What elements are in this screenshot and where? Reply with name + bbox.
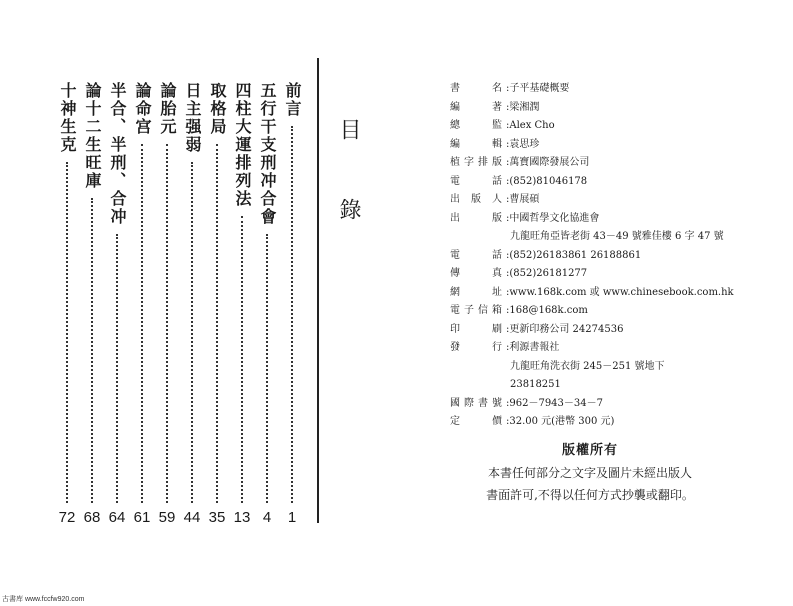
colophon-label: 電話 <box>450 249 502 261</box>
colophon-row <box>450 265 770 284</box>
colophon-row <box>450 302 770 321</box>
toc-leader-dots <box>66 162 68 503</box>
colophon-value: :曹展碩 <box>506 194 540 205</box>
toc-entry[interactable] <box>132 82 152 527</box>
toc-entry[interactable] <box>282 82 302 527</box>
toc-entry-page: 35 <box>208 509 226 526</box>
toc-leader-dots <box>116 234 118 503</box>
colophon-value: :www.168k.com 或 www.chinesebook.com.hk <box>506 286 734 298</box>
colophon-value: :子平基礎概要 <box>506 83 570 94</box>
colophon-row <box>450 99 770 118</box>
toc-entry-page: 61 <box>133 509 151 526</box>
colophon-value: :袁思珍 <box>506 138 540 150</box>
colophon-value: :962－7943－34－7 <box>506 397 603 409</box>
toc-leader-dots <box>166 144 168 503</box>
colophon-label: 印刷 <box>450 323 502 335</box>
colophon-label: 發行 <box>450 342 502 353</box>
copyright-title: 版權所有 <box>561 443 618 458</box>
toc-entry-title: 論胎元 <box>158 82 177 136</box>
colophon-label: 編著 <box>450 101 502 113</box>
toc-entry[interactable] <box>232 82 252 527</box>
colophon-value: :(852)26181277 <box>506 268 588 279</box>
toc-entry-page: 44 <box>183 509 201 526</box>
toc-leader-dots <box>266 234 268 503</box>
toc-leader-dots <box>141 144 143 503</box>
colophon-value: :中國哲學文化協進會 <box>506 212 600 224</box>
toc-entry-title: 論十二生旺庫 <box>83 82 102 190</box>
toc-leader-dots <box>241 216 243 503</box>
toc-entry-page: 4 <box>262 509 272 526</box>
toc-entry[interactable] <box>207 82 227 527</box>
toc-entry-title: 前言 <box>283 82 302 118</box>
toc-entry-title: 四柱大運排列法 <box>233 82 252 208</box>
toc-entry-title: 十神生克 <box>58 82 77 154</box>
colophon-label: 出版 <box>450 212 502 224</box>
colophon-row <box>450 413 770 432</box>
colophon-label: 定價 <box>450 416 502 427</box>
colophon-value: 九龍旺角亞皆老街 43－49 號雅佳樓 6 字 47 號 <box>510 231 724 242</box>
colophon-label: 電子信箱 <box>450 305 502 316</box>
colophon-label: 植字排版 <box>450 157 502 168</box>
page-divider <box>317 58 319 523</box>
toc-entry-title: 論命宫 <box>133 82 152 136</box>
colophon-row <box>450 136 770 155</box>
colophon-value: :萬寶國際發展公司 <box>506 157 590 168</box>
colophon-row <box>450 228 770 247</box>
colophon-label: 書名 <box>450 83 502 94</box>
colophon-value: :利源書報社 <box>506 342 560 353</box>
colophon-label: 傳真 <box>450 268 502 279</box>
toc-entry-title: 半合、半刑、合冲 <box>108 82 127 226</box>
colophon <box>450 80 770 432</box>
colophon-label: 電話 <box>450 175 502 187</box>
colophon-row <box>450 247 770 266</box>
colophon-row <box>450 339 770 358</box>
colophon-row <box>450 358 770 377</box>
toc-entry-title: 日主强弱 <box>183 82 202 154</box>
toc-leader-dots <box>91 198 93 503</box>
colophon-label: 國際書號 <box>450 397 502 409</box>
colophon-label: 出版人 <box>450 194 502 205</box>
colophon-label: 網址 <box>450 286 502 298</box>
toc-entry[interactable] <box>107 82 127 527</box>
toc-entry[interactable] <box>82 82 102 527</box>
colophon-row <box>450 173 770 192</box>
toc-entry-page: 13 <box>233 509 251 526</box>
toc-entry-page: 64 <box>108 509 126 526</box>
colophon-label: 總監 <box>450 120 502 131</box>
toc-leader-dots <box>191 162 193 503</box>
colophon-row <box>450 321 770 340</box>
table-of-contents <box>50 82 310 532</box>
colophon-label: 編輯 <box>450 138 502 150</box>
footer-watermark: 古書库 www.fccfw920.com <box>2 596 85 603</box>
colophon-value: :(852)81046178 <box>506 175 588 187</box>
colophon-row <box>450 395 770 414</box>
colophon-row <box>450 154 770 173</box>
colophon-value: :32.00 元(港幣 300 元) <box>506 416 615 427</box>
toc-entry[interactable] <box>57 82 77 527</box>
colophon-row <box>450 210 770 229</box>
copyright-line: 本書任何部分之文字及圖片未經出版人 <box>487 466 692 480</box>
toc-heading: 目錄 <box>336 118 361 278</box>
toc-leader-dots <box>216 144 218 503</box>
toc-entry[interactable] <box>157 82 177 527</box>
colophon-value: :更新印務公司 24274536 <box>506 323 624 335</box>
toc-entry-title: 取格局 <box>208 82 227 136</box>
toc-entry[interactable] <box>182 82 202 527</box>
toc-entry-page: 59 <box>158 509 176 526</box>
colophon-row <box>450 191 770 210</box>
toc-entry-page: 68 <box>83 509 101 526</box>
colophon-value: 23818251 <box>510 379 561 390</box>
colophon-row <box>450 80 770 99</box>
toc-entry-page: 72 <box>58 509 76 526</box>
copyright-line: 書面許可,不得以任何方式抄襲或翻印。 <box>486 488 694 502</box>
colophon-row <box>450 117 770 136</box>
colophon-value: :(852)26183861 26188861 <box>506 249 642 261</box>
toc-entry-page: 1 <box>287 509 297 526</box>
colophon-value: 九龍旺角洗衣街 245－251 號地下 <box>510 360 665 372</box>
colophon-value: :168@168k.com <box>506 305 588 316</box>
toc-leader-dots <box>291 126 293 503</box>
colophon-row <box>450 376 770 395</box>
toc-entry-title: 五行干支刑冲合會 <box>258 82 277 226</box>
colophon-row <box>450 284 770 303</box>
colophon-value: :梁湘潤 <box>506 101 540 113</box>
toc-entry[interactable] <box>257 82 277 527</box>
colophon-value: :Alex Cho <box>506 120 555 131</box>
copyright-notice <box>420 440 760 506</box>
